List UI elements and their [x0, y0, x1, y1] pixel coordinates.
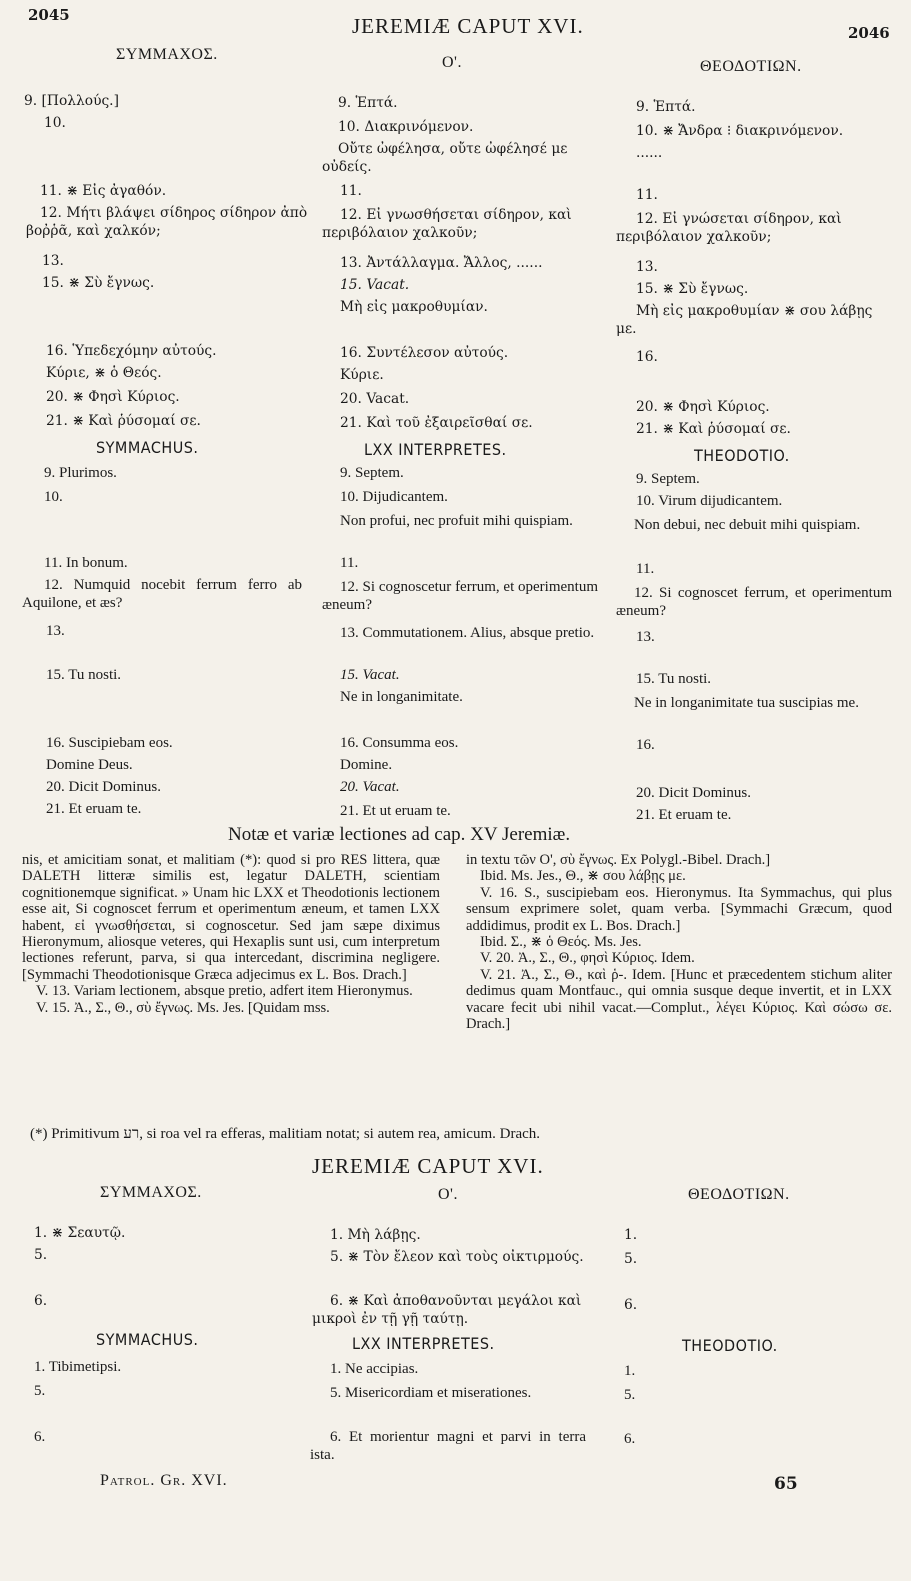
- notes-title: Notæ et variæ lectiones ad cap. XV Jeremiæ.: [228, 824, 571, 845]
- verse-line: 6. ⋇ Καὶ ἀποθανοῦνται μεγάλοι καὶ μικροὶ ἐν τῇ γῇ ταύτῃ.: [312, 1293, 582, 1327]
- left-page-number: 2045: [28, 6, 70, 24]
- note-paragraph: V. 15. Ἀ., Σ., Θ., σὺ ἔγνως. Ms. Jes. [Quidam mss.: [36, 999, 330, 1016]
- note-paragraph: V. 16. S., suscipiebam eos. Hieronymus. Ita Symmachus, qui plus sensum exprimere solet, quam verba. [Symmachi Græcum, quod addidimus, prodit ex L. Bos. Drach.]: [466, 884, 892, 934]
- notes-left-column: [22, 852, 440, 1016]
- header-theodotion-greek: ΘΕΟΔΟΤΙΩΝ.: [700, 58, 802, 75]
- verse-line: 21. ⋇ Καὶ ῥύσομαί σε.: [636, 421, 791, 437]
- verse-line: 1. Tibimetipsi.: [34, 1359, 122, 1375]
- verse-line: 12. Μήτι βλάψει σίδηρος σίδηρον ἀπὸ βοῤῥᾶ, καὶ χαλκόν;: [26, 205, 308, 239]
- verse-line: 16. Suscipiebam eos.: [46, 735, 173, 751]
- verse-line: Οὔτε ὠφέλησα, οὔτε ὠφέλησέ με οὐδείς.: [322, 141, 568, 175]
- running-title: JEREMIÆ CAPUT XVI.: [352, 14, 584, 38]
- verse-line: 5. ⋇ Τὸν ἔλεον καὶ τοὺς οἰκτιρμούς.: [330, 1249, 584, 1265]
- verse-line: 12. Si cognoscetur ferrum, et operimentum æneum?: [322, 579, 598, 613]
- verse-line: 1. ⋇ Σεαυτῷ.: [34, 1225, 126, 1241]
- note-paragraph: V. 21. Ἀ., Σ., Θ., καὶ ῥ-. Idem. [Hunc et præcedentem stichum aliter dedimus quam Montfauc., qui omnia susque deque invertit, et in LXX vacare fecit ubi nihil vacat.—Complut., λέγει Κύριος. Καὶ σώσω σε. Drach.]: [466, 966, 892, 1033]
- verse-line: 21. Et eruam te.: [46, 801, 142, 817]
- verse-line: 13. Ἀντάλλαγμα. Ἄλλος, ......: [340, 255, 543, 271]
- header-theodotion-latin: THEODOTIO.: [694, 446, 790, 465]
- verse-line: 16. Consumma eos.: [340, 735, 459, 751]
- verse-line: Non profui, nec profuit mihi quispiam.: [340, 513, 573, 529]
- verse-line: 13.: [636, 629, 655, 645]
- header-lxx-latin: LXX INTERPRETES.: [364, 440, 507, 459]
- verse-line: 11.: [636, 187, 658, 203]
- chapter-title: JEREMIÆ CAPUT XVI.: [312, 1154, 544, 1178]
- footer-patrol: Patrol. Gr. XVI.: [100, 1472, 228, 1489]
- verse-line: 5. Misericordiam et miserationes.: [330, 1385, 532, 1401]
- verse-line: 9. Septem.: [340, 465, 404, 481]
- verse-line: 13.: [46, 623, 65, 639]
- verse-line: 5.: [624, 1387, 636, 1403]
- note-paragraph: in textu τῶν O', σὺ ἔγνως. Ex Polygl.-Bibel. Drach.]: [466, 852, 771, 868]
- verse-line: Κύριε, ⋇ ὁ Θεός.: [46, 365, 162, 381]
- verse-line: Ne in longanimitate tua suscipias me.: [634, 695, 859, 711]
- footer-sheet-number: 65: [774, 1474, 798, 1494]
- verse-line: 1. Μὴ λάβῃς.: [330, 1227, 421, 1243]
- verse-line: 12. Εἰ γνωσθήσεται σίδηρον, καὶ περιβόλαιον χαλκοῦν;: [322, 207, 572, 241]
- verse-line: Domine.: [340, 757, 393, 773]
- verse-line: 16.: [636, 349, 658, 365]
- verse-line: 21. Et ut eruam te.: [340, 803, 451, 819]
- verse-line: 12. Si cognoscet ferrum, et operimentum æneum?: [616, 585, 892, 619]
- note-paragraph: V. 20. Ἀ., Σ., Θ., φησὶ Κύριος. Idem.: [480, 950, 695, 967]
- verse-line: 10. Virum dijudicantem.: [636, 493, 783, 509]
- verse-line: Non debui, nec debuit mihi quispiam.: [634, 517, 861, 533]
- verse-line: Ne in longanimitate.: [340, 689, 463, 705]
- verse-line: 5.: [34, 1383, 46, 1399]
- verse-line: 6.: [34, 1293, 48, 1309]
- verse-line: 6. Et morientur magni et parvi in terra ista.: [310, 1429, 586, 1463]
- verse-line: Μὴ εἰς μακροθυμίαν.: [340, 299, 488, 315]
- verse-line: 9. Septem.: [636, 471, 700, 487]
- header-lxx-latin: LXX INTERPRETES.: [352, 1334, 495, 1353]
- verse-line: 1. Ne accipias.: [330, 1361, 419, 1377]
- verse-line: 5.: [624, 1251, 638, 1267]
- note-paragraph: V. 13. Variam lectionem, absque pretio, adfert item Hieronymus.: [36, 983, 413, 1000]
- verse-line: 16.: [636, 737, 655, 753]
- verse-line: 21. Et eruam te.: [636, 807, 732, 823]
- verse-line: 10. Dijudicantem.: [340, 489, 448, 505]
- verse-line: 6.: [624, 1297, 638, 1313]
- right-page-number: 2046: [848, 24, 890, 42]
- verse-line: 15. Vacat.: [340, 667, 400, 683]
- verse-line: 16. Ὑπεδεχόμην αὐτούς.: [46, 343, 217, 359]
- verse-line: 11.: [340, 555, 359, 571]
- verse-line: Κύριε.: [340, 367, 384, 383]
- footnote: (*) Primitivum רע, si roa vel ra efferas, malitiam notat; si autem rea, amicum. Drach.: [30, 1126, 541, 1142]
- verse-line: 21. Καὶ τοῦ ἐξαιρεῖσθαί σε.: [340, 415, 533, 431]
- verse-line: 15. ⋇ Σὺ ἔγνως.: [42, 275, 155, 291]
- verse-line: 9. Ἑπτά.: [636, 99, 696, 115]
- verse-line: 11. ⋇ Εἰς ἀγαθόν.: [40, 183, 167, 199]
- header-symmachus-latin: SYMMACHUS.: [96, 438, 199, 457]
- verse-line: 11.: [636, 561, 655, 577]
- verse-line: 1.: [624, 1227, 638, 1243]
- header-theodotion-greek: ΘΕΟΔΟΤΙΩΝ.: [688, 1186, 790, 1203]
- notes-right-column: [466, 852, 892, 1032]
- verse-line: ......: [636, 145, 663, 161]
- verse-line: 21. ⋇ Καὶ ῥύσομαί σε.: [46, 413, 201, 429]
- verse-line: 6.: [34, 1429, 46, 1445]
- note-paragraph: Ibid. Ms. Jes., Θ., ⋇ σου λάβῃς με.: [480, 868, 686, 885]
- verse-line: 20. Vacat.: [340, 779, 400, 795]
- verse-line: 5.: [34, 1247, 48, 1263]
- header-theodotion-latin: THEODOTIO.: [682, 1336, 778, 1355]
- verse-line: 15. Tu nosti.: [636, 671, 712, 687]
- header-symmachus-latin: SYMMACHUS.: [96, 1330, 199, 1349]
- verse-line: 1.: [624, 1363, 636, 1379]
- verse-line: 11.: [340, 183, 362, 199]
- verse-line: Domine Deus.: [46, 757, 133, 773]
- verse-line: 20. Dicit Dominus.: [636, 785, 751, 801]
- verse-line: 10.: [44, 489, 63, 505]
- verse-line: Μὴ εἰς μακροθυμίαν ⋇ σου λάβῃς με.: [616, 303, 873, 337]
- note-paragraph: Ibid. Σ., ⋇ ὁ Θεός. Ms. Jes.: [480, 934, 642, 951]
- header-lxx-greek: O'.: [438, 1186, 458, 1203]
- verse-line: 20. Dicit Dominus.: [46, 779, 161, 795]
- verse-line: 11. In bonum.: [44, 555, 128, 571]
- verse-line: 15. Vacat.: [340, 277, 410, 293]
- verse-line: 20. ⋇ Φησὶ Κύριος.: [46, 389, 180, 405]
- header-symmachus-greek: ΣΥΜΜΑΧΟΣ.: [100, 1184, 202, 1201]
- header-lxx-greek: O'.: [442, 54, 462, 71]
- verse-line: 9. Ἑπτά.: [338, 95, 398, 111]
- verse-line: 15. Tu nosti.: [46, 667, 122, 683]
- verse-line: 10. Διακρινόμενον.: [338, 119, 474, 135]
- verse-line: 13.: [42, 253, 64, 269]
- verse-line: 12. Numquid nocebit ferrum ferro ab Aquilone, et æs?: [22, 577, 302, 611]
- verse-line: 6.: [624, 1431, 636, 1447]
- verse-line: 20. ⋇ Φησὶ Κύριος.: [636, 399, 770, 415]
- note-paragraph: nis, et amicitiam sonat, et malitiam (*): quod si pro RES littera, quæ DALETH litteræ similis est, legatur DALETH, scientiam cognitionemque significat. » Unam hic LXX et Theodotionis lectionem esse ait, Si cognoscet ferrum et operimentum æneum, et tamen LXX habent, εἰ γνωσθήσεται, si cognoscetur. Sed jam sæpe diximus Hieronymum, aliosque veteres, qui Hexaplis sunt usi, cum interpretum lectiones referunt, parva, si qua intercedant, discrimina negligere. [Symmachi Theodotionisque Græca adjecimus ex L. Bos. Drach.]: [22, 852, 440, 983]
- verse-line: 10.: [44, 115, 66, 131]
- verse-line: 15. ⋇ Σὺ ἔγνως.: [636, 281, 749, 297]
- verse-line: 20. Vacat.: [340, 391, 410, 407]
- verse-line: 16. Συντέλεσον αὐτούς.: [340, 345, 509, 361]
- verse-line: 13.: [636, 259, 658, 275]
- verse-line: 12. Εἰ γνώσεται σίδηρον, καὶ περιβόλαιον χαλκοῦν;: [616, 211, 842, 245]
- header-symmachus-greek: ΣΥΜΜΑΧΟΣ.: [116, 46, 218, 63]
- verse-line: 10. ⋇ Ἄνδρα ⁝ διακρινόμενον.: [636, 123, 844, 139]
- verse-line: 9. Plurimos.: [44, 465, 117, 481]
- verse-line: 13. Commutationem. Alius, absque pretio.: [340, 625, 595, 641]
- verse-line: 9. [Πολλούς.]: [24, 93, 119, 109]
